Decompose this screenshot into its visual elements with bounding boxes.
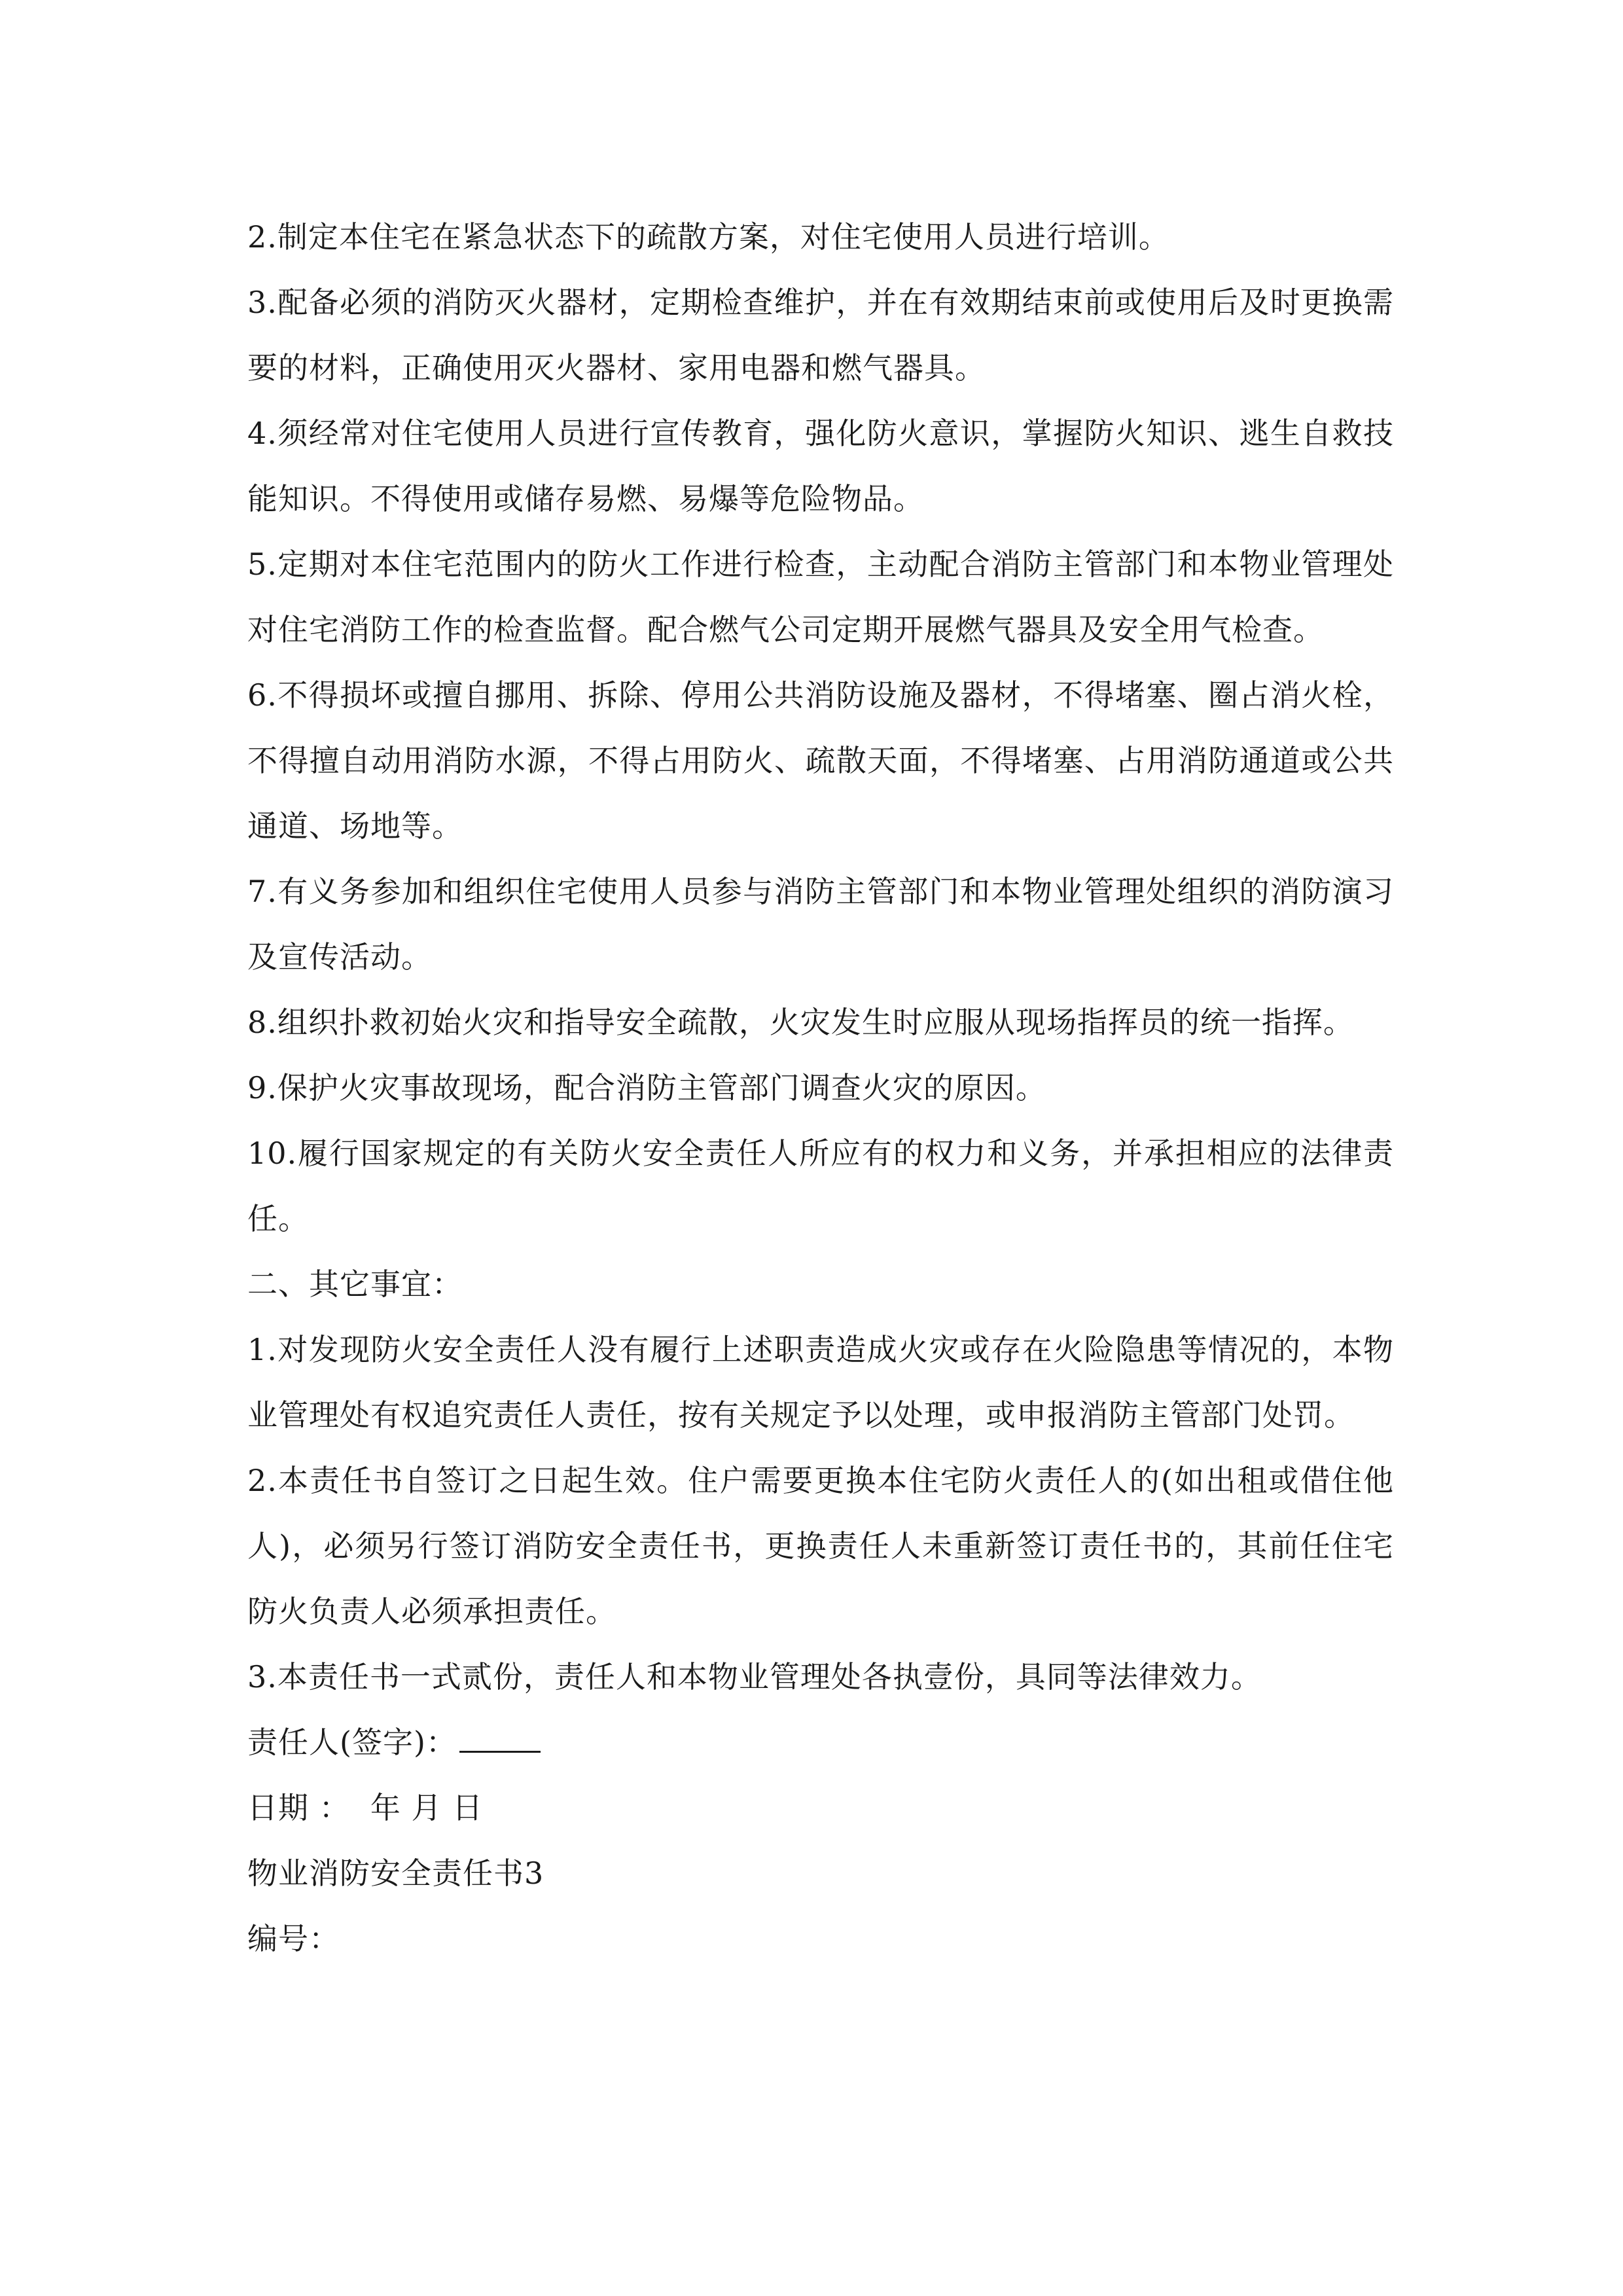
clause-3: 3.配备必须的消防灭火器材，定期检查维护，并在有效期结束前或使用后及时更换需要的材料，正确使用灭火器材、家用电器和燃气器具。 [247, 285, 1394, 386]
clause-5: 5.定期对本住宅范围内的防火工作进行检查，主动配合消防主管部门和本物业管理处对住宅消防工作的检查监督。配合燃气公司定期开展燃气器具及安全用气检查。 [247, 547, 1394, 647]
clause-8: 8.组织扑救初始火灾和指导安全疏散，火灾发生时应服从现场指挥员的统一指挥。 [247, 1005, 1354, 1040]
other-clause-3: 3.本责任书一式贰份，责任人和本物业管理处各执壹份，具同等法律效力。 [247, 1659, 1262, 1695]
clause-9: 9.保护火灾事故现场，配合消防主管部门调查火灾的原因。 [247, 1070, 1046, 1105]
next-document-title: 物业消防安全责任书3 [247, 1856, 544, 1891]
signature-label: 责任人(签字)： [247, 1725, 457, 1760]
signature-blank [459, 1714, 541, 1753]
clause-7: 7.有义务参加和组织住宅使用人员参与消防主管部门和本物业管理处组织的消防演习及宣传活动。 [247, 874, 1394, 975]
document-body [247, 204, 1394, 1971]
clause-4: 4.须经常对住宅使用人员进行宣传教育，强化防火意识，掌握防火知识、逃生自救技能知识。不得使用或储存易燃、易爆等危险物品。 [247, 416, 1394, 516]
other-clause-1: 1.对发现防火安全责任人没有履行上述职责造成火灾或存在火险隐患等情况的，本物业管理处有权追究责任人责任，按有关规定予以处理，或申报消防主管部门处罚。 [247, 1332, 1394, 1433]
date-line: 日期 ： 年 月 日 [247, 1790, 484, 1825]
clause-6: 6.不得损坏或擅自挪用、拆除、停用公共消防设施及器材，不得堵塞、圈占消火栓，不得擅自动用消防水源，不得占用防火、疏散天面，不得堵塞、占用消防通道或公共通道、场地等。 [247, 677, 1394, 844]
clause-10: 10.履行国家规定的有关防火安全责任人所应有的权力和义务，并承担相应的法律责任。 [247, 1136, 1394, 1236]
section-heading-other-matters: 二、其它事宜： [247, 1266, 463, 1302]
other-clause-2: 2.本责任书自签订之日起生效。住户需要更换本住宅防火责任人的(如出租或借住他人)，必须另行签订消防安全责任书，更换责任人未重新签订责任书的，其前任住宅防火负责人必须承担责任。 [247, 1463, 1394, 1629]
signature-line [247, 1710, 1394, 1775]
clause-2: 2.制定本住宅在紧急状态下的疏散方案，对住宅使用人员进行培训。 [247, 219, 1169, 255]
number-label: 编号： [247, 1921, 340, 1956]
